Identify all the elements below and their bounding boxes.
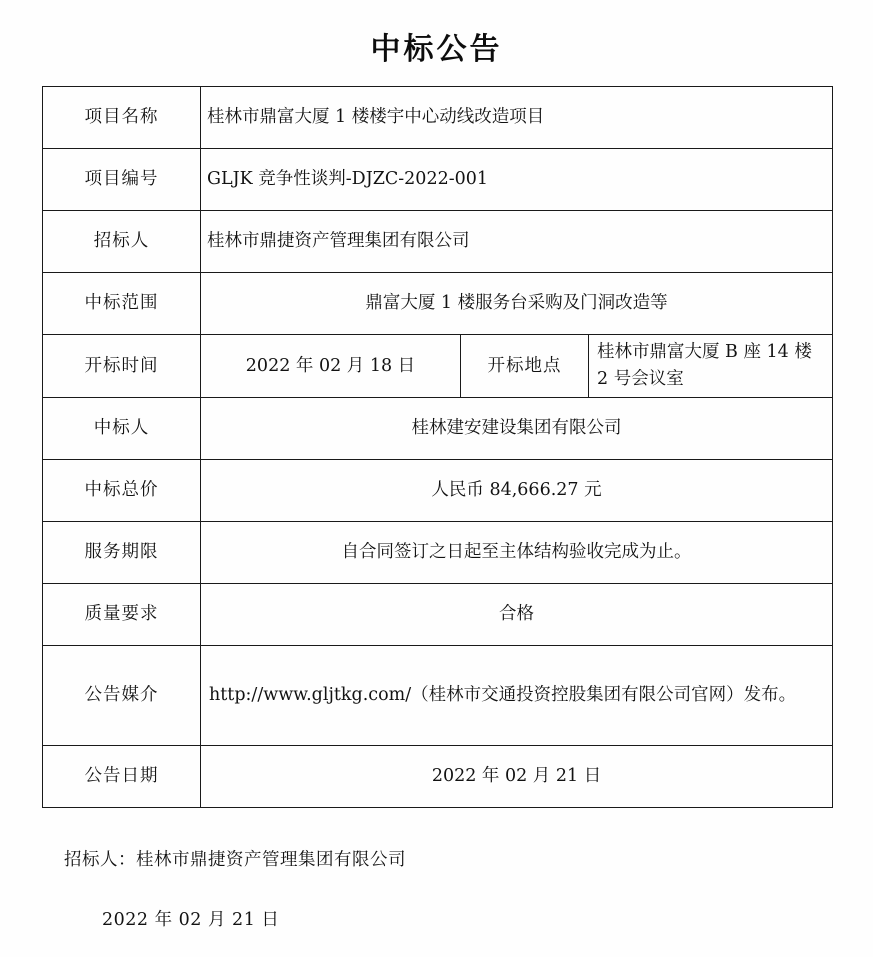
table-row-quality xyxy=(43,584,833,646)
footer-date-line: 2022 年 02 月 21 日 xyxy=(102,910,280,930)
row-label-open-place: 开标地点 xyxy=(461,335,589,398)
row-label: 公告媒介 xyxy=(43,646,201,746)
row-label-open-time: 开标时间 xyxy=(43,335,201,398)
row-label: 质量要求 xyxy=(43,584,201,646)
table-row-total-price xyxy=(43,460,833,522)
row-label: 中标人 xyxy=(43,398,201,460)
row-value: 鼎富大厦 1 楼服务台采购及门洞改造等 xyxy=(201,273,833,335)
row-label: 服务期限 xyxy=(43,522,201,584)
bid-announcement-table xyxy=(42,86,833,808)
page-title: 中标公告 xyxy=(370,32,503,67)
row-value: GLJK 竞争性谈判-DJZC-2022-001 xyxy=(201,149,833,211)
row-value: 人民币 84,666.27 元 xyxy=(201,460,833,522)
row-label: 招标人 xyxy=(43,211,201,273)
table-row-announce-date xyxy=(43,746,833,808)
table-row-project-name xyxy=(43,87,833,149)
row-label: 中标总价 xyxy=(43,460,201,522)
row-value: 自合同签订之日起至主体结构验收完成为止。 xyxy=(201,522,833,584)
table-row-bid-scope xyxy=(43,273,833,335)
row-value: 合格 xyxy=(201,584,833,646)
table-row-opening xyxy=(43,335,833,398)
table-row-media xyxy=(43,646,833,746)
row-label: 项目编号 xyxy=(43,149,201,211)
row-value: 桂林市鼎捷资产管理集团有限公司 xyxy=(201,211,833,273)
row-label: 公告日期 xyxy=(43,746,201,808)
table-row-project-number xyxy=(43,149,833,211)
row-value-open-time: 2022 年 02 月 18 日 xyxy=(201,335,461,398)
row-value: http://www.gljtkg.com/（桂林市交通投资控股集团有限公司官网）发布。 xyxy=(201,646,833,746)
footer-tenderer-line: 招标人：桂林市鼎捷资产管理集团有限公司 xyxy=(64,850,406,870)
row-value: 桂林市鼎富大厦 1 楼楼宇中心动线改造项目 xyxy=(201,87,833,149)
row-label: 项目名称 xyxy=(43,87,201,149)
row-value: 2022 年 02 月 21 日 xyxy=(201,746,833,808)
row-label: 中标范围 xyxy=(43,273,201,335)
table-row-service-period xyxy=(43,522,833,584)
row-value-open-place: 桂林市鼎富大厦 B 座 14 楼 2 号会议室 xyxy=(589,335,833,398)
row-value: 桂林建安建设集团有限公司 xyxy=(201,398,833,460)
table-row-tenderer xyxy=(43,211,833,273)
table-row-winner xyxy=(43,398,833,460)
